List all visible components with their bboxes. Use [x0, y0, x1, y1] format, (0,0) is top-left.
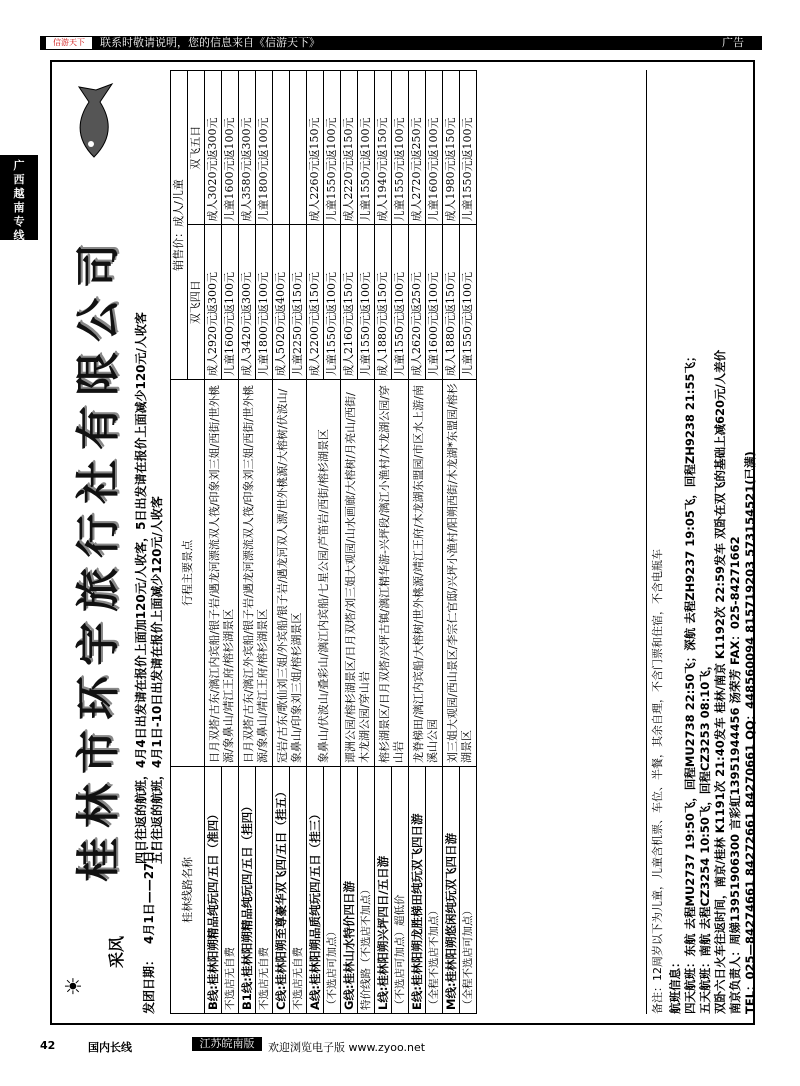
col-price-header: 销售价：成人/儿童	[171, 71, 188, 380]
price-d5-child: 儿童1600元返100元	[426, 71, 443, 226]
route-table	[170, 70, 477, 1014]
price-d5-child: 儿童1550元返100元	[358, 71, 375, 226]
flights-label: 航班信息：	[668, 956, 682, 1014]
side-tab-text: 广西越南专线	[13, 159, 25, 242]
route-name: B线:桂林阳朔精品纯玩四/五日（准四）	[205, 767, 222, 1014]
departure-label: 发团日期：	[142, 953, 156, 1014]
table-row	[273, 71, 290, 1014]
sun-icon: ☀	[62, 976, 87, 996]
footer	[40, 1037, 762, 1053]
price-d5-adult: 成人3020元返300元	[205, 71, 222, 226]
route-note: （全程不选店可加点）	[460, 767, 477, 1014]
header-bar	[40, 36, 762, 50]
departure-four-day: 四日往返的航班，4月4日出发请在报价上面加120元/人收客，5日出发请在报价上面减少120元/人收客	[134, 312, 148, 864]
price-d5-adult: 成人2720元返250元	[409, 71, 426, 226]
col-d4-header: 双飞四日	[188, 225, 205, 380]
table-row	[443, 71, 460, 1014]
table-row	[205, 71, 222, 1014]
price-d4-child: 儿童1550元返100元	[324, 225, 341, 380]
route-itinerary: 象鼻山/伏波山/叠彩山/漓江内宾船/七星公园/芦笛岩/西街/榕杉湖景区	[307, 380, 341, 767]
fish-icon	[64, 82, 124, 162]
price-d4-adult: 成人2160元返150元	[341, 225, 358, 380]
price-d4-child: 儿童1600元返100元	[426, 225, 443, 380]
col-name-header: 桂林线路名称	[171, 767, 205, 1014]
price-d4-child: 儿童1550元返100元	[392, 225, 409, 380]
route-name: M线:桂林阳朔悠闲纯玩双飞四日游	[443, 767, 460, 1014]
price-d5-child	[290, 71, 307, 226]
price-d4-adult: 成人2620元返250元	[409, 225, 426, 380]
side-tab	[0, 155, 38, 240]
route-note: （不选店可加点）	[324, 767, 341, 1014]
contact-person: 南京负责人：周娣13951906300 言彩虹13951944456 汤荣芳 FAX：025-84271662	[728, 536, 742, 1014]
company-logo	[60, 898, 130, 1008]
departure-five-day: 五日往返的航班，4月1日-10日出发请在报价上面减少120元/人收客	[150, 496, 164, 864]
route-itinerary: 谭洲公园/榕杉湖景区/日月双塔/刘三姐大观园/山水画廊/大榕树/月亮山/西街/木龙湖公园/穿山岩	[341, 380, 375, 767]
brand-logo: 信游天下	[46, 37, 92, 49]
route-itinerary: 刘三姐大观园/西山景区/李宗仁官邸/兴坪小渔村/阳朔西街/木龙湖*东盟园/榕杉湖景区	[443, 380, 477, 767]
edition-badge: 江苏皖南版	[192, 1037, 262, 1051]
price-d4-child: 儿童1550元返100元	[358, 225, 375, 380]
table-row	[239, 71, 256, 1014]
route-note: 不选店无自费	[256, 767, 273, 1014]
price-d5-child: 儿童1550元返100元	[460, 71, 477, 226]
contact-info	[664, 70, 757, 1014]
logo-text: 采风	[107, 935, 126, 968]
price-d4-adult: 成人1880元返150元	[375, 225, 392, 380]
route-note: 不选店无自费	[290, 767, 307, 1014]
site-link[interactable]: 欢迎浏览电子版 www.zyoo.net	[268, 1041, 426, 1054]
price-d5-adult: 成人2220元返150元	[341, 71, 358, 226]
price-d4-adult: 成人3420元返300元	[239, 225, 256, 380]
route-name: C线:桂林阳朔至尊豪华双飞四/五日（挂五）	[273, 767, 290, 1014]
price-d5-child: 儿童1550元返100元	[324, 71, 341, 226]
price-d5-adult: 成人1940元返150元	[375, 71, 392, 226]
section-name: 国内长线	[88, 1041, 132, 1054]
ad-content	[52, 62, 757, 1022]
price-d4-adult: 成人2200元返150元	[307, 225, 324, 380]
col-itinerary-header: 行程主要景点	[171, 380, 205, 767]
table-row	[409, 71, 426, 1014]
price-d5-adult: 成人2260元返150元	[307, 71, 324, 226]
route-note: （全程不选店不加点）	[426, 767, 443, 1014]
route-itinerary: 龙脊梯田/漓江内宾船/大榕树/世外桃源/靖江王府/木龙湖东盟园/市区水上游/南溪山公园	[409, 380, 443, 767]
col-d5-header: 双飞五日	[188, 71, 205, 226]
route-note: 特价线路（不选店不加点）	[358, 767, 375, 1014]
price-d4-child: 儿童2250元返150元	[290, 225, 307, 380]
company-name: 桂林市环宇旅行社有限公司	[73, 234, 124, 882]
route-name: A线:桂林阳朔品质纯玩四/五日（挂三）	[307, 767, 324, 1014]
price-d5-child: 儿童1600元返100元	[222, 71, 239, 226]
price-d4-child: 儿童1550元返100元	[460, 225, 477, 380]
table-row	[307, 71, 324, 1014]
price-d4-child: 儿童1600元返100元	[222, 225, 239, 380]
train-info: 双卧六日火车往返时间，南京/桂林 K1191次 21:40发车 桂林/南京 K1192次 22:59发车 双卧在双飞的基础上减620元/人差价	[713, 349, 727, 1014]
header-note: 联系时敬请说明，您的信息来自《信游天下》	[100, 36, 320, 49]
remark: 备注：12周岁以下为儿童，儿童含机票、车位、半餐，其余自理，不含门票和住宿，不含电瓶车	[646, 70, 665, 1014]
table-row	[341, 71, 358, 1014]
contact-tel: TEL：025—84274661 84272661 84270661 QQ：448560094 815719203 573154521(已满)	[743, 451, 757, 1014]
table-row	[375, 71, 392, 1014]
route-itinerary: 日月双塔/古东/漓江内宾船/银子岩/遇龙河漂流双人筏/印象刘三姐/西街/世外桃源/象鼻山/靖江王府/榕杉湖景区	[205, 380, 239, 767]
price-d5-child: 儿童1550元返100元	[392, 71, 409, 226]
price-d5-adult	[273, 71, 290, 226]
ad-label: 广告	[704, 36, 762, 50]
price-d4-adult: 成人2920元返300元	[205, 225, 222, 380]
route-note: （不选店可加点）超低价	[392, 767, 409, 1014]
route-name: G线:桂林山水特价四日游	[341, 767, 358, 1014]
route-name: E线:桂林阳朔龙胜梯田纯玩双飞四日游	[409, 767, 426, 1014]
route-itinerary: 日月双塔/古东/漓江外宾船/银子岩/遇龙河漂流双人筏/印象刘三姐/西街/世外桃源/象鼻山/靖江王府/榕杉湖景区	[239, 380, 273, 767]
price-d5-adult: 成人3580元返300元	[239, 71, 256, 226]
route-name: L线:桂林阳朔兴坪四日/五日游	[375, 767, 392, 1014]
route-name: B1线:桂林阳朔精品纯玩四/五日（挂四）	[239, 767, 256, 1014]
route-itinerary: 冠岩/古东/歌仙刘三姐/外宾船/银子岩/遇龙河双人漂/世外桃源/大榕树/伏波山/象鼻山/印象刘三姐/榕杉湖景区	[273, 380, 307, 767]
price-d4-child: 儿童1800元返100元	[256, 225, 273, 380]
five-day-flights: 五天航班：南航 去程CZ3254 10:50飞，回程CZ3253 08:10飞，	[698, 658, 712, 1014]
price-d4-adult: 成人1880元返150元	[443, 225, 460, 380]
route-itinerary: 榕杉湖景区/日月双塔/兴坪古镇/漓江精华游-兴坪段/漓江小渔村/木龙湖公园/穿山岩	[375, 380, 409, 767]
price-d4-adult: 成人5020元返400元	[273, 225, 290, 380]
price-d5-child: 儿童1800元返100元	[256, 71, 273, 226]
four-day-flights: 四天航班：东航 去程MU2737 19:50飞，回程MU2738 22:50飞；深航 去程ZH9237 19:05飞，回程ZH9238 21:55飞；	[683, 350, 697, 1014]
departure-range: 4月1日——27日；	[142, 838, 156, 944]
page-number: 42	[40, 1039, 56, 1052]
route-note: 不选店无自费	[222, 767, 239, 1014]
price-d5-adult: 成人1980元返150元	[443, 71, 460, 226]
